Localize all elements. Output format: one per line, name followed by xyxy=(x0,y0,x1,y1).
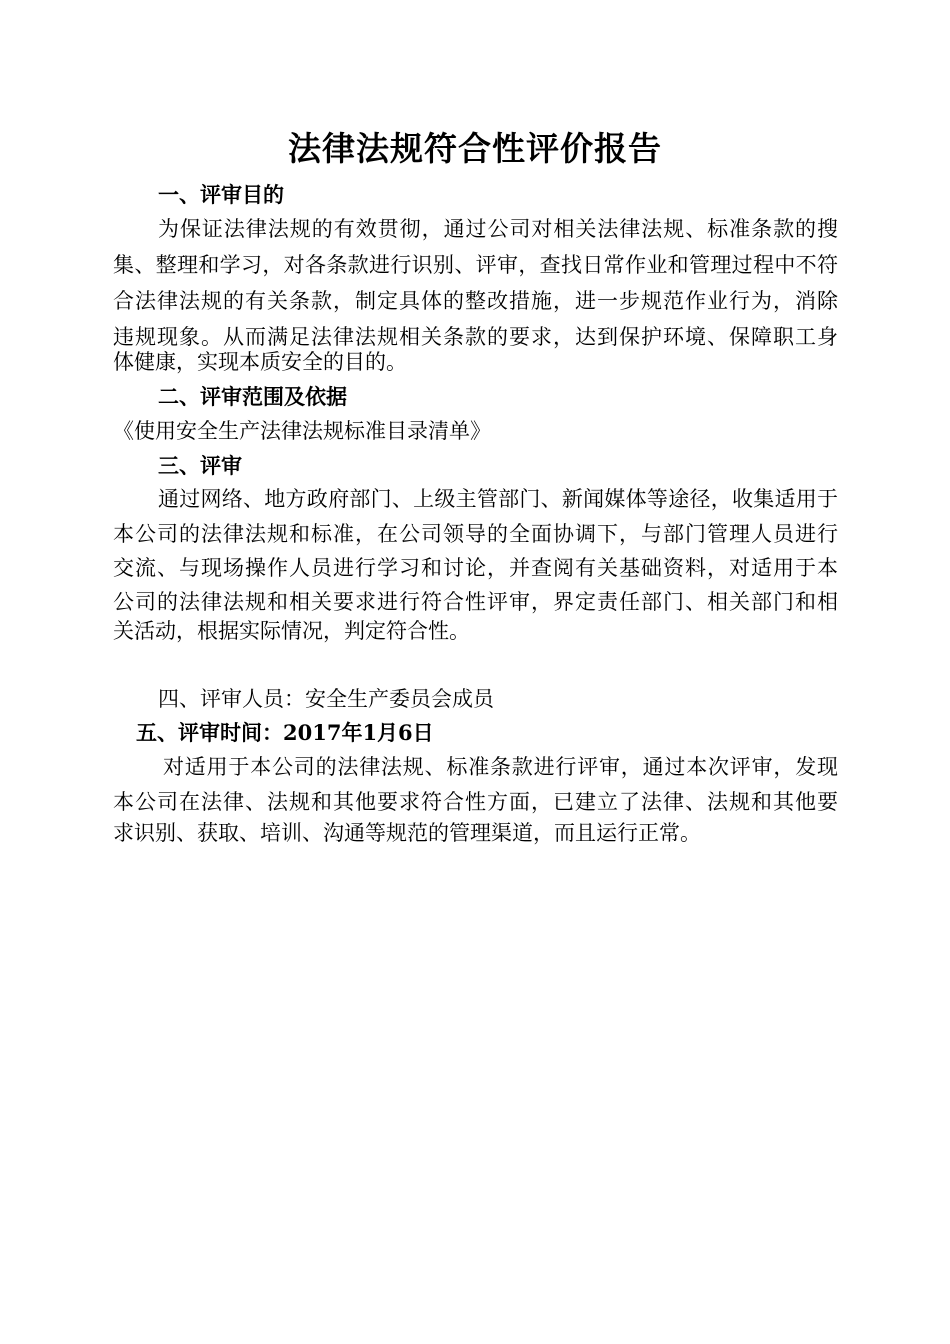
paragraph-line: 对适用于本公司的法律法规、标准条款进行评审，通过本次评审，发现 xyxy=(163,755,838,779)
paragraph-line: 通过网络、地方政府部门、上级主管部门、新闻媒体等途径，收集适用于 xyxy=(158,487,838,511)
paragraph-line: 交流、与现场操作人员进行学习和讨论，并查阅有关基础资料，对适用于本 xyxy=(113,556,838,580)
paragraph-line: 集、整理和学习，对各条款进行识别、评审，查找日常作业和管理过程中不符 xyxy=(113,253,838,277)
section-heading-purpose: 一、评审目的 xyxy=(158,182,284,207)
paragraph-line: 为保证法律法规的有效贯彻，通过公司对相关法律法规、标准条款的搜 xyxy=(158,217,838,241)
document-title: 法律法规符合性评价报告 xyxy=(288,129,662,168)
section-heading-reviewers: 四、评审人员：安全生产委员会成员 xyxy=(158,687,494,711)
paragraph-line: 违规现象。从而满足法律法规相关条款的要求，达到保护环境、保障职工身 xyxy=(113,325,838,349)
paragraph-line: 体健康，实现本质安全的目的。 xyxy=(113,350,407,374)
section-heading-review: 三、评审 xyxy=(158,453,242,478)
reference-document: 《使用安全生产法律法规标准目录清单》 xyxy=(113,419,491,443)
paragraph-line: 公司的法律法规和相关要求进行符合性评审，界定责任部门、相关部门和相 xyxy=(113,590,838,614)
paragraph-line: 本公司的法律法规和标准，在公司领导的全面协调下，与部门管理人员进行 xyxy=(113,522,838,546)
paragraph-line: 关活动，根据实际情况，判定符合性。 xyxy=(113,619,470,643)
section-heading-review-date: 五、评审时间：2017年1月6日 xyxy=(136,720,434,745)
paragraph-line: 本公司在法律、法规和其他要求符合性方面，已建立了法律、法规和其他要 xyxy=(113,790,838,814)
paragraph-line: 求识别、获取、培训、沟通等规范的管理渠道，而且运行正常。 xyxy=(113,821,701,845)
section-heading-scope: 二、评审范围及依据 xyxy=(158,384,347,409)
paragraph-line: 合法律法规的有关条款，制定具体的整改措施，进一步规范作业行为，消除 xyxy=(113,289,838,313)
